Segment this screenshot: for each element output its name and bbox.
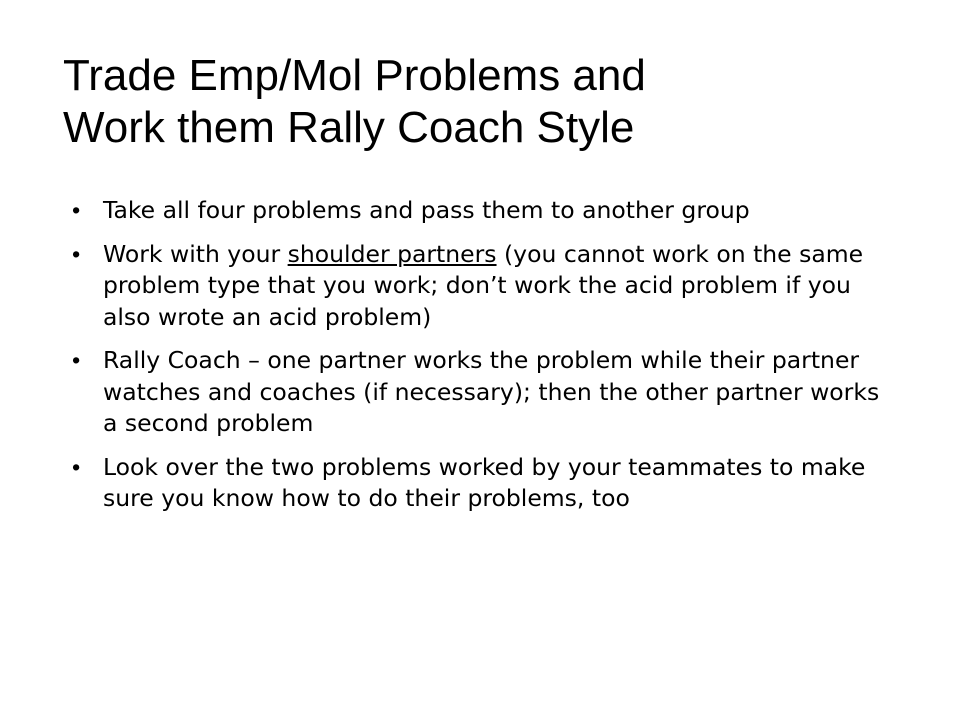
bullet-dot-icon: •	[72, 197, 81, 223]
bullet-text: Take all four problems and pass them to another group	[103, 196, 750, 224]
bullet-dot-icon: •	[72, 453, 81, 480]
slide-title	[63, 50, 923, 154]
bullet-dot-icon: •	[72, 347, 81, 373]
bullet-list	[72, 195, 892, 527]
bullet-text: Rally Coach – one partner works the problem while their partner watches and coaches (if necessary); then the other partner works a second problem	[103, 346, 880, 437]
slide-title-line-1: Trade Emp/Mol Problems and	[63, 51, 646, 100]
bullet-text: Look over the two problems worked by your teammates to make sure you know how to do their problems, too	[103, 452, 866, 512]
bullet-text-pre: Work with your	[103, 239, 288, 268]
underlined-term: shoulder partners	[287, 239, 497, 268]
bullet-text-post: (you cannot work on the same problem type that you work; don’t work the acid problem if you also wrote an acid problem)	[103, 239, 864, 331]
slide-title-line-2: Work them Rally Coach Style	[63, 103, 635, 152]
bullet-item-pass-problems	[72, 195, 892, 227]
bullet-item-shoulder-partners	[72, 239, 892, 334]
bullet-item-rally-coach	[72, 345, 892, 440]
bullet-item-look-over	[72, 452, 892, 515]
bullet-dot-icon: •	[72, 240, 81, 267]
